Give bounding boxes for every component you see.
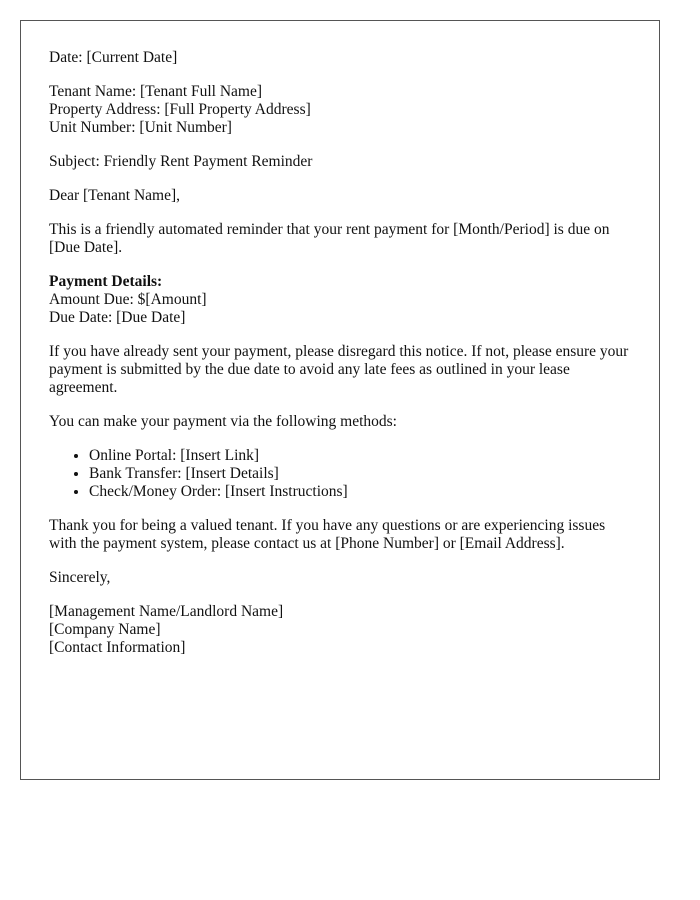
payment-method-check: • Check/Money Order: [Insert Instructions] [89, 483, 631, 501]
signature-block [49, 603, 631, 657]
payment-details-heading: Payment Details: [49, 273, 163, 290]
signature-company: [Company Name] [49, 621, 161, 638]
disregard-paragraph: If you have already sent your payment, please disregard this notice. If not, please ensure your payment is submitted by the due date to avoid any late fees as outlined in your lease agreement. [49, 343, 629, 396]
subject-line: Subject: Friendly Rent Payment Reminder [49, 153, 313, 170]
payment-method-bank-transfer: • Bank Transfer: [Insert Details] [89, 465, 631, 483]
signature-contact: [Contact Information] [49, 639, 186, 656]
tenant-name-line: Tenant Name: [Tenant Full Name] [49, 83, 263, 100]
tenant-info-block [49, 83, 631, 137]
intro-paragraph: This is a friendly automated reminder that your rent payment for [Month/Period] is due on [Due Date]. [49, 221, 610, 256]
due-date-line: Due Date: [Due Date] [49, 309, 186, 326]
letter-page [20, 20, 660, 780]
closing: Sincerely, [49, 569, 111, 586]
payment-details-block [49, 273, 631, 327]
property-address-line: Property Address: [Full Property Address] [49, 101, 311, 118]
date-line: Date: [Current Date] [49, 49, 178, 66]
payment-method-online-portal: • Online Portal: [Insert Link] [89, 447, 631, 465]
methods-intro: You can make your payment via the following methods: [49, 413, 397, 430]
signature-name: [Management Name/Landlord Name] [49, 603, 284, 620]
unit-number-line: Unit Number: [Unit Number] [49, 119, 232, 136]
thanks-paragraph: Thank you for being a valued tenant. If you have any questions or are experiencing issues with the payment system, please contact us at [Phone Number] or [Email Address]. [49, 517, 606, 552]
salutation: Dear [Tenant Name], [49, 187, 181, 204]
payment-methods-list [49, 447, 631, 501]
amount-due-line: Amount Due: $[Amount] [49, 291, 207, 308]
